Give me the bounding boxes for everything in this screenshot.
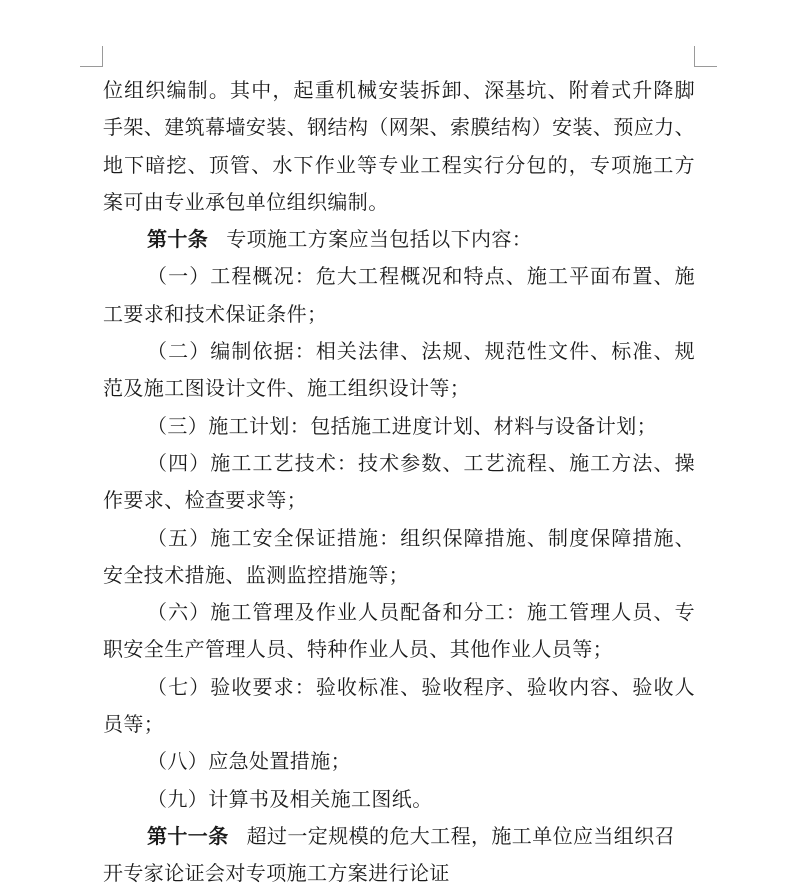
article-10-heading: [103, 221, 695, 258]
list-item-1: （一）工程概况：危大工程概况和特点、施工平面布置、施: [147, 264, 695, 289]
list-item-6-continuation: 职安全生产管理人员、特种作业人员、其他作业人员等；: [103, 637, 613, 662]
list-item-4: （四）施工工艺技术：技术参数、工艺流程、施工方法、操: [147, 450, 695, 475]
list-item-5-continuation: 安全技术措施、监测监控措施等；: [103, 562, 409, 587]
article-10-text: 专项施工方案应当包括以下内容：: [226, 227, 533, 252]
paragraph-line: 案可由专业承包单位组织编制。: [103, 189, 389, 214]
list-item-4-continuation: 作要求、检查要求等；: [103, 488, 307, 513]
article-11-heading: [103, 818, 695, 855]
list-item-9: （九）计算书及相关施工图纸。: [147, 786, 433, 811]
list-item-2-continuation: 范及施工图设计文件、施工组织设计等；: [103, 376, 471, 401]
list-item-8: （八）应急处置措施；: [147, 749, 351, 774]
list-item-3: （三）施工计划：包括施工进度计划、材料与设备计划；: [147, 413, 657, 438]
list-item-1-continuation: 工要求和技术保证条件；: [103, 301, 328, 326]
article-11-text: 超过一定规模的危大工程，施工单位应当组织召: [246, 823, 676, 848]
list-item-5: （五）施工安全保证措施：组织保障措施、制度保障措施、: [147, 525, 695, 550]
crop-mark-top-left: [80, 46, 103, 67]
paragraph-line: 地下暗挖、顶管、水下作业等专业工程实行分包的，专项施工方: [103, 152, 695, 177]
list-item-2: （二）编制依据：相关法律、法规、规范性文件、标准、规: [147, 339, 695, 364]
article-11-continuation: 开专家论证会对专项施工方案进行论证: [103, 861, 450, 886]
crop-mark-top-right: [694, 46, 717, 67]
list-item-6: （六）施工管理及作业人员配备和分工：施工管理人员、专: [147, 600, 695, 625]
article-10-label: 第十条: [147, 227, 209, 252]
list-item-7-continuation: 员等；: [103, 712, 165, 737]
list-item-7: （七）验收要求：验收标准、验收程序、验收内容、验收人: [147, 674, 695, 699]
paragraph-line: 手架、建筑幕墙安装、钢结构（网架、索膜结构）安装、预应力、: [103, 115, 695, 140]
article-11-label: 第十一条: [147, 823, 229, 848]
document-body: [103, 72, 695, 886]
paragraph-line: 位组织编制。其中，起重机械安装拆卸、深基坑、附着式升降脚: [103, 78, 695, 102]
